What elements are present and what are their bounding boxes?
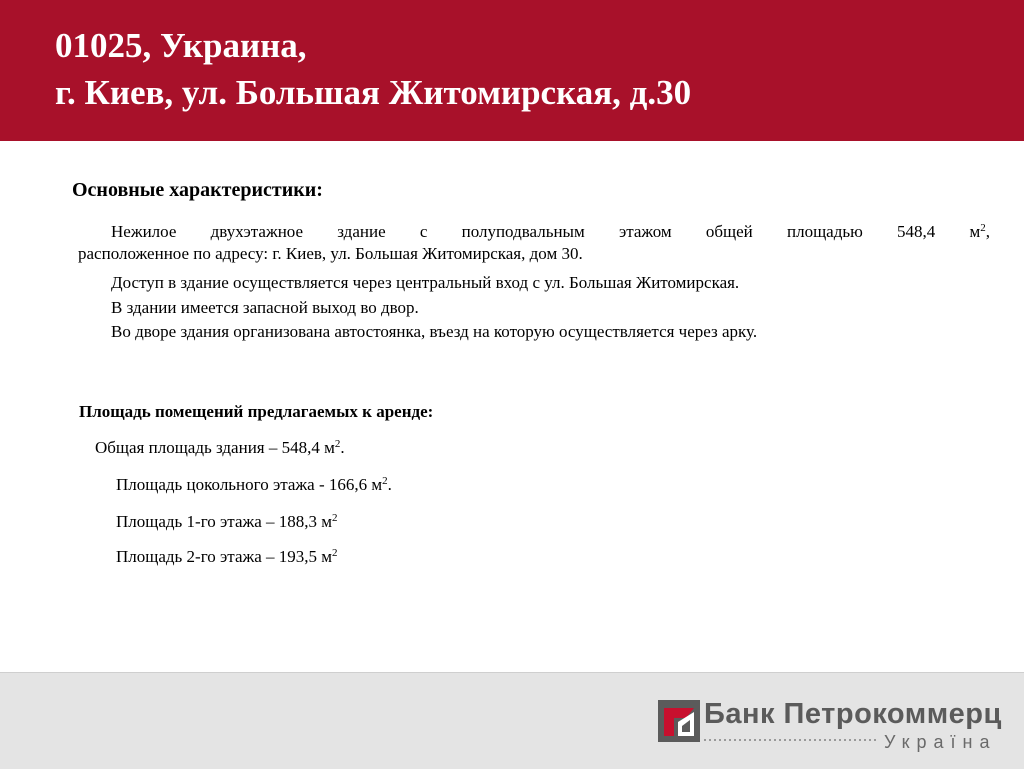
address-line-1: 01025, Украина, (55, 26, 307, 65)
bank-logo-country: Україна (884, 732, 997, 752)
area-floor-2 (116, 547, 338, 567)
area-floor-2-sup: 2 (332, 547, 338, 559)
header-banner (0, 0, 1024, 141)
bank-logo-icon (658, 700, 700, 742)
area-total-end: . (340, 438, 345, 457)
bank-logo (658, 700, 1018, 760)
area-basement-end: . (387, 475, 392, 494)
p1-text: Нежилое двухэтажное здание с полуподвальным этажом общей площадью 548,4 м (111, 222, 981, 241)
characteristics-paragraph-3: В здании имеется запасной выход во двор. (111, 298, 419, 317)
p1-sup: 2 (980, 222, 986, 234)
characteristics-heading: Основные характеристики: (72, 179, 323, 201)
area-total-sup: 2 (334, 438, 341, 450)
characteristics-paragraph-2: Доступ в здание осуществляется через центральный вход с ул. Большая Житомирская. (111, 273, 740, 292)
area-total-text: Общая площадь здания – 548,4 м (95, 438, 335, 457)
address-line-2: г. Киев, ул. Большая Житомирская, д.30 (55, 73, 692, 112)
areas-heading: Площадь помещений предлагаемых к аренде: (79, 402, 434, 421)
bank-logo-name: Банк Петрокоммерц (704, 698, 1002, 730)
characteristics-paragraph-4: Во дворе здания организована автостоянка, въезд на которую осуществляется через арку. (111, 322, 758, 341)
area-floor-2-text: Площадь 2-го этажа – 193,5 м (116, 547, 333, 566)
area-floor-1-sup: 2 (332, 512, 338, 524)
area-total (95, 438, 345, 458)
characteristics-paragraph-1 (78, 222, 990, 242)
p1-end: , (985, 222, 990, 241)
area-basement (116, 475, 392, 495)
area-floor-1-text: Площадь 1-го этажа – 188,3 м (116, 512, 333, 531)
area-basement-text: Площадь цокольного этажа - 166,6 м (116, 475, 383, 494)
characteristics-paragraph-1-cont: расположенное по адресу: г. Киев, ул. Большая Житомирская, дом 30. (78, 244, 583, 263)
area-basement-sup: 2 (382, 475, 388, 487)
area-floor-1 (116, 512, 338, 532)
